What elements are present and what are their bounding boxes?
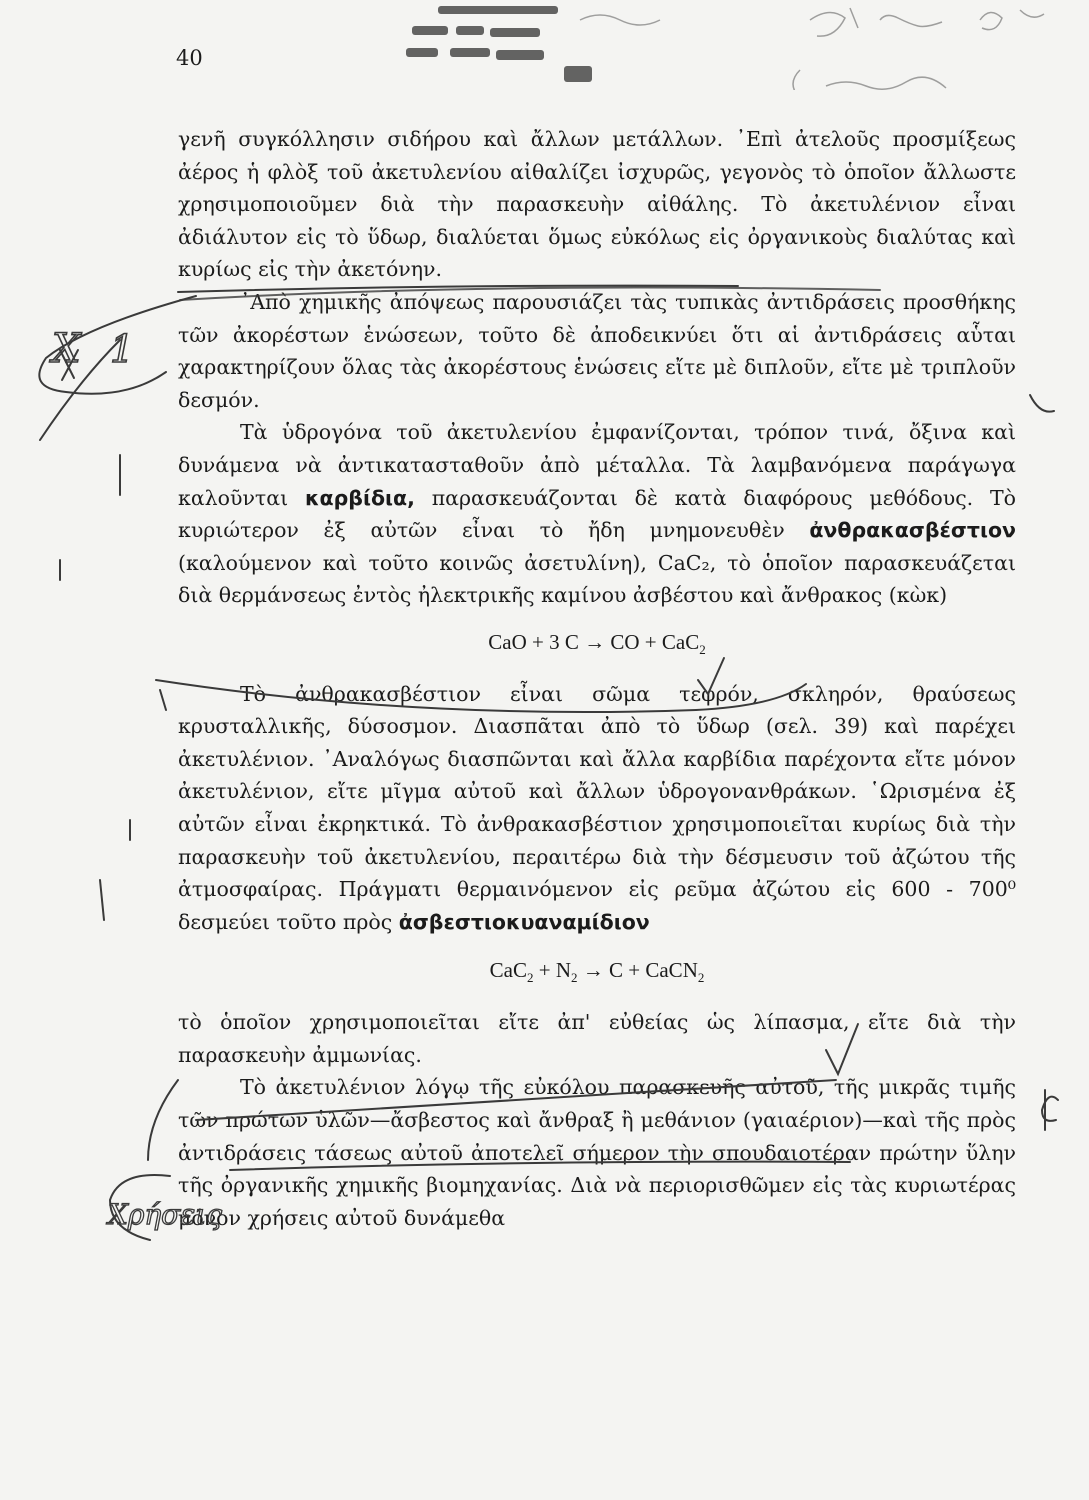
paragraph: Τὸ ἀκετυλένιον λόγῳ τῆς εὐκόλου παρασκευῆς αὐτοῦ, τῆς μικρᾶς τιμῆς τῶν πρώτων ὑλῶν—ἄσβεστος καὶ ἄνθραξ ἢ μεθάνιον (γαιαέριον)—καὶ τῆς πρὸς ἀντιδράσεις τάσεως αὐτοῦ ἀποτελεῖ σήμερον τὴν σπουδαιοτέραν πρώτην ὕλην τῆς ὀργανικῆς χημικῆς βιομηχανίας. Διὰ νὰ περιορισθῶμεν εἰς τὰς κυριωτέρας μόνον χρήσεις αὐτοῦ δυνάμεθα bbox=[178, 1075, 1016, 1230]
paragraph bbox=[178, 678, 1016, 939]
equation-calcium-carbide: CaO + 3 C → CO + CaC$_2$ bbox=[488, 629, 706, 658]
margin-note-chrisis: Χρήσεις bbox=[108, 1198, 222, 1231]
term-calcium-carbide: ἀνθρακασβέστιον bbox=[809, 518, 1016, 543]
equation-calcium-cyanamide: $CaC_2 + N_2 \to C$ + CaCN$_2$ bbox=[489, 958, 705, 986]
paragraph-text: Τὰ ὑδρογόνα τοῦ ἀκετυλενίου ἐμφανίζονται, τρόπον τινά, ὄξινα καὶ δυνάμενα νὰ ἀντικατασταθοῦν ἀπὸ μέταλλα. Τὰ λαμβανόμενα παράγωγα καλοῦνται bbox=[178, 420, 1016, 510]
page-body bbox=[178, 123, 1016, 1234]
term-carbides: καρβίδια, bbox=[304, 485, 415, 510]
paragraph bbox=[178, 416, 1016, 612]
paragraph: τὸ ὁποῖον χρησιμοποιεῖται εἴτε ἀπ' εὐθείας ὡς λίπασμα, εἴτε διὰ τὴν παρασκευὴν ἀμμωνίας. bbox=[178, 1010, 1016, 1067]
header-stamp-smudge bbox=[380, 0, 1089, 90]
page-number: 40 bbox=[176, 46, 203, 70]
paragraph-text: Τὸ ἀνθρακασβέστιον εἶναι σῶμα τεφρόν, σκληρόν, θραύσεως κρυσταλλικῆς, δύσοσμον. Διασπᾶται ἀπὸ τὸ ὕδωρ (σελ. 39) καὶ παρέχει ἀκετυλένιον. ᾿Αναλόγως διασπῶνται καὶ ἄλλα καρβίδια παρέχοντα εἴτε μόνον ἀκετυλένιον, εἴτε μῖγμα αὐτοῦ καὶ ἄλλων ὑδρογονανθράκων. ῾Ωρισμένα ἐξ αὐτῶν εἶναι ἐκρηκτικά. Τὸ ἀνθρακασβέστιον χρησιμοποιεῖται κυρίως διὰ τὴν παρασκευὴν τοῦ ἀκετυλενίου, περαιτέρω διὰ τὴν δέσμευσιν τοῦ ἀζώτου τῆς ἀτμοσφαίρας. Πράγματι θερμαινόμενον εἰς ρεῦμα ἀζώτου εἰς 600 - 700⁰ δεσμεύει τοῦτο πρὸς bbox=[178, 681, 1016, 934]
margin-note-x: X bbox=[52, 326, 81, 372]
paragraph: γενῆ συγκόλλησιν σιδήρου καὶ ἄλλων μετάλλων. ᾿Επὶ ἀτελοῦς προσμίξεως ἀέρος ἡ φλὸξ τοῦ ἀκετυλενίου αἰθαλίζει ἰσχυρῶς, γεγονὸς τὸ ὁποῖον ἄλλωστε χρησιμοποιοῦμεν διὰ τὴν παρασκευὴν αἰθάλης. Τὸ ἀκετυλένιον εἶναι ἀδιάλυτον εἰς τὸ ὕδωρ, διαλύεται ὅμως εὐκόλως εἰς ὀργανικοὺς διαλύτας καὶ κυρίως εἰς τὴν ἀκετόνην. bbox=[178, 127, 1016, 282]
paragraph-text: παρασκευάζονται δὲ κατὰ διαφόρους μεθόδους. Τὸ κυριώτερον ἐξ αὐτῶν εἶναι τὸ ἤδη μνημονευθὲν bbox=[178, 485, 1017, 543]
term-calcium-cyanamide: ἀσβεστιοκυαναμίδιον bbox=[398, 909, 650, 934]
margin-note-1: 1 bbox=[110, 327, 135, 371]
paragraph-text: (καλούμενον καὶ τοῦτο κοινῶς ἀσετυλίνη), CaC₂, τὸ ὁποῖον παρασκευάζεται διὰ θερμάνσεως ἐντὸς ἠλεκτρικῆς καμίνου ἀσβέστου καὶ ἄνθρακος (κὼκ) bbox=[178, 550, 1016, 608]
paragraph: ᾿Απὸ χημικῆς ἀπόψεως παρουσιάζει τὰς τυπικὰς ἀντιδράσεις προσθήκης τῶν ἀκορέστων ἑνώσεων, τοῦτο δὲ ἀποδεικνύει ὅτι αἱ ἀντιδράσεις αὗται χαρακτηρίζουν ὅλας τὰς ἀκορέστους ἑνώσεις εἴτε μὲ διπλοῦν, εἴτε μὲ τριπλοῦν δεσμόν. bbox=[178, 289, 1016, 412]
